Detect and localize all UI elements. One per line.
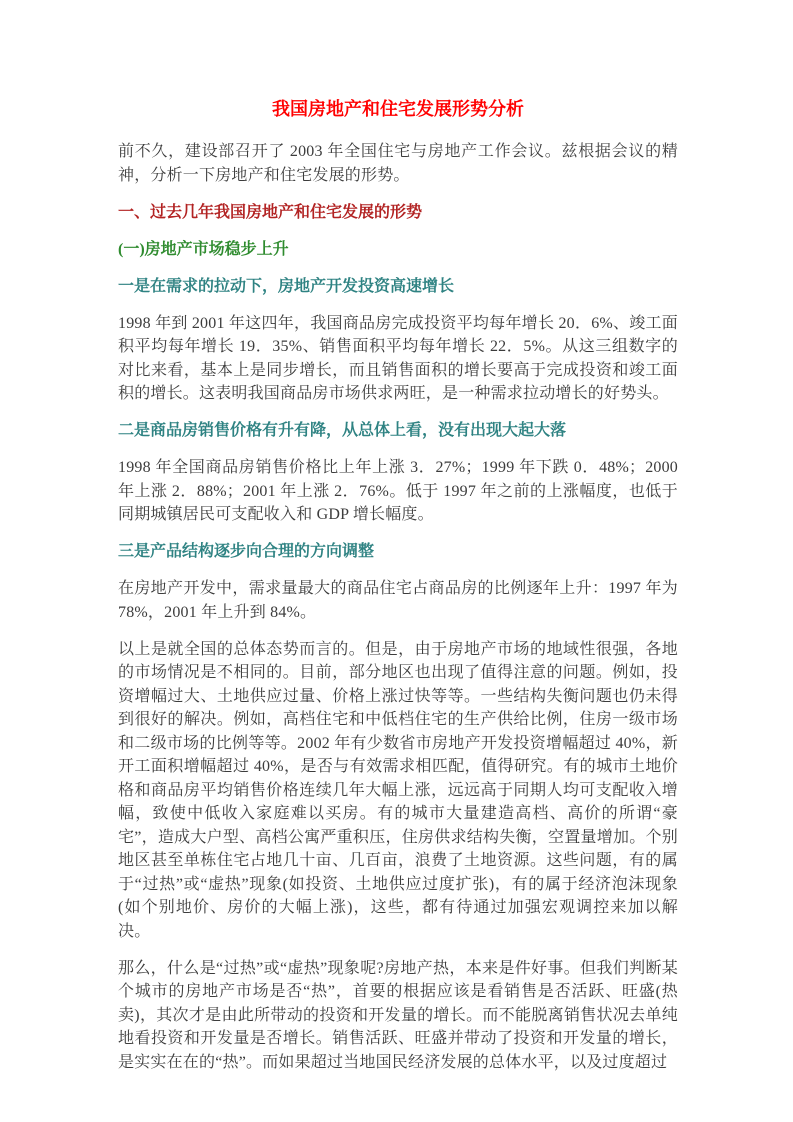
point-3-heading: 三是产品结构逐步向合理的方向调整 xyxy=(118,543,375,560)
point-1-heading: 一是在需求的拉动下，房地产开发投资高速增长 xyxy=(118,277,455,295)
subsection-1-heading: (一)房地产市场稳步上升 xyxy=(118,240,289,258)
regional-issues-paragraph: 以上是就全国的总体态势而言的。但是，由于房地产市场的地域性很强，各地的市场情况是不相同的。目前，部分地区也出现了值得注意的问题。例如，投资增幅过大、土地供应过量、价格上涨过快等等。一些结构失衡问题也仍未得到很好的解决。例如，高档住宅和中低档住宅的生产供给比例，住房一级市场和二级市场的比例等等。2002 年有少数省市房地产开发投资增幅超过 40%，新开工面积增幅超过 40%，是否与有效需求相匹配，值得研究。有的城市土地价格和商品房平均销售价格连续几年大幅上涨，远远高于同期人均可支配收入增幅，致使中低收入家庭难以买房。有的城市大量建造高档、高价的所谓“豪宅”，造成大户型、高档公寓严重积压，住房供求结构失衡，空置量增加。个别地区甚至单栋住宅占地几十亩、几百亩，浪费了土地资源。这些问题，有的属于“过热”或“虚热”现象(如投资、土地供应过度扩张)，有的属于经济泡沫现象(如个别地价、房价的大幅上涨)，这些，都有待通过加强宏观调控来加以解决。 xyxy=(118,640,678,940)
intro-paragraph: 前不久，建设部召开了 2003 年全国住宅与房地产工作会议。兹根据会议的精神，分析一下房地产和住宅发展的形势。 xyxy=(118,143,678,184)
section-1-heading: 一、过去几年我国房地产和住宅发展的形势 xyxy=(118,203,423,221)
overheating-discussion-paragraph: 那么，什么是“过热”或“虚热”现象呢?房地产热，本来是件好事。但我们判断某个城市的房地产市场是否“热”，首要的根据应该是看销售是否活跃、旺盛(热卖)，其次才是由此所带动的投资和开发量的增长。而不能脱离销售状况去单纯地看投资和开发量是否增长。销售活跃、旺盛并带动了投资和开发量的增长，是实实在在的“热”。而如果超过当地国民经济发展的总体水平，以及过度超过 xyxy=(118,959,678,1071)
point-2-paragraph: 1998 年全国商品房销售价格比上年上涨 3．27%；1999 年下跌 0．48%；2000 年上涨 2．88%；2001 年上涨 2．76%。低于 1997 年之前的上涨幅度，也低于同期城镇居民可支配收入和 GDP 增长幅度。 xyxy=(118,459,678,523)
point-3-paragraph: 在房地产开发中，需求量最大的商品住宅占商品房的比例逐年上升：1997 年为 78%，2001 年上升到 84%。 xyxy=(118,580,678,621)
point-2-heading: 二是商品房销售价格有升有降，从总体上看，没有出现大起大落 xyxy=(118,422,567,439)
document-title: 我国房地产和住宅发展形势分析 xyxy=(272,99,524,119)
point-1-paragraph: 1998 年到 2001 年这四年，我国商品房完成投资平均每年增长 20．6%、竣工面积平均每年增长 19．35%、销售面积平均每年增长 22．5%。从这三组数字的对比来看，基本上是同步增长，而且销售面积的增长要高于完成投资和竣工面积的增长。这表明我国商品房市场供求两旺，是一种需求拉动增长的好势头。 xyxy=(118,314,678,402)
